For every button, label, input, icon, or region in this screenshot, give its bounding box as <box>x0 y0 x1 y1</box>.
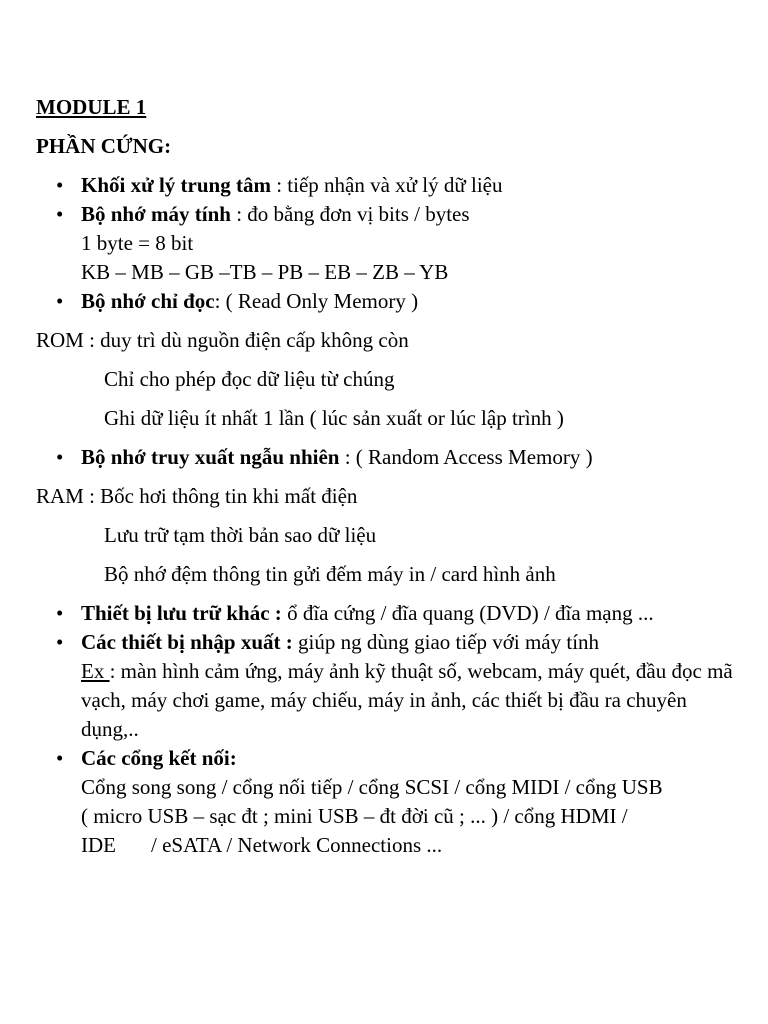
storage-term: Thiết bị lưu trữ khác : <box>81 601 282 625</box>
memory-term: Bộ nhớ máy tính <box>81 202 231 226</box>
bullet-list-devices <box>36 599 736 860</box>
io-desc: giúp ng dùng giao tiếp với máy tính <box>292 630 600 654</box>
memory-desc: : đo bằng đơn vị bits / bytes <box>230 202 470 226</box>
rom-line: ROM : duy trì dù nguồn điện cấp không còn <box>36 328 409 352</box>
unit-scale: KB – MB – GB –TB – PB – EB – ZB – YB <box>81 260 449 284</box>
storage-desc: ổ đĩa cứng / đĩa quang (DVD) / đĩa mạng ... <box>281 601 654 625</box>
ram-desc: : ( Random Access Memory ) <box>339 445 593 469</box>
rom-term: Bộ nhớ chỉ đọc <box>81 289 215 313</box>
ports-line-3: / eSATA / Network Connections ... <box>151 833 443 857</box>
ports-ide: IDE <box>81 833 116 857</box>
list-item-storage <box>36 599 736 628</box>
io-term: Các thiết bị nhập xuất : <box>81 630 293 654</box>
list-item-io <box>36 628 736 744</box>
list-item-ports <box>36 744 736 860</box>
list-item-memory <box>36 200 736 287</box>
cpu-desc: : tiếp nhận và xử lý dữ liệu <box>270 173 503 197</box>
byte-definition: 1 byte = 8 bit <box>81 231 194 255</box>
bullet-list-hardware <box>36 171 736 316</box>
list-item-ram <box>36 443 736 472</box>
list-item-cpu <box>36 171 736 200</box>
example-label: Ex <box>81 659 110 683</box>
section-title: PHẦN CỨNG: <box>36 134 172 158</box>
ports-line-1: Cổng song song / cổng nối tiếp / cổng SCSI / cổng MIDI / cổng USB <box>81 775 663 799</box>
ports-term: • Các cổng kết nối: <box>81 746 237 770</box>
ram-detail-2: Bộ nhớ đệm thông tin gửi đếm máy in / card hình ảnh <box>104 562 556 586</box>
example-text: : màn hình cảm ứng, máy ảnh kỹ thuật số, webcam, máy quét, đầu đọc mã vạch, máy chơi game, máy chiếu, máy in ảnh, các thiết bị đầu ra chuyên dụng,.. <box>81 659 733 741</box>
bullet-list-ram <box>36 443 736 472</box>
ram-term: Bộ nhớ truy xuất ngẫu nhiên <box>81 445 340 469</box>
module-title: MODULE 1 <box>36 95 147 119</box>
rom-detail-2: Ghi dữ liệu ít nhất 1 lần ( lúc sản xuất or lúc lập trình ) <box>104 406 564 430</box>
rom-detail-1: Chỉ cho phép đọc dữ liệu từ chúng <box>104 367 395 391</box>
ports-line-2: ( micro USB – sạc đt ; mini USB – đt đời cũ ; ... ) / cổng HDMI / <box>81 804 628 828</box>
list-item-rom <box>36 287 736 316</box>
ram-detail-1: Lưu trữ tạm thời bản sao dữ liệu <box>104 523 377 547</box>
ram-line: RAM : Bốc hơi thông tin khi mất điện <box>36 484 358 508</box>
cpu-term: Khối xử lý trung tâm <box>81 173 271 197</box>
document-page <box>36 93 736 860</box>
rom-desc: : ( Read Only Memory ) <box>214 289 419 313</box>
